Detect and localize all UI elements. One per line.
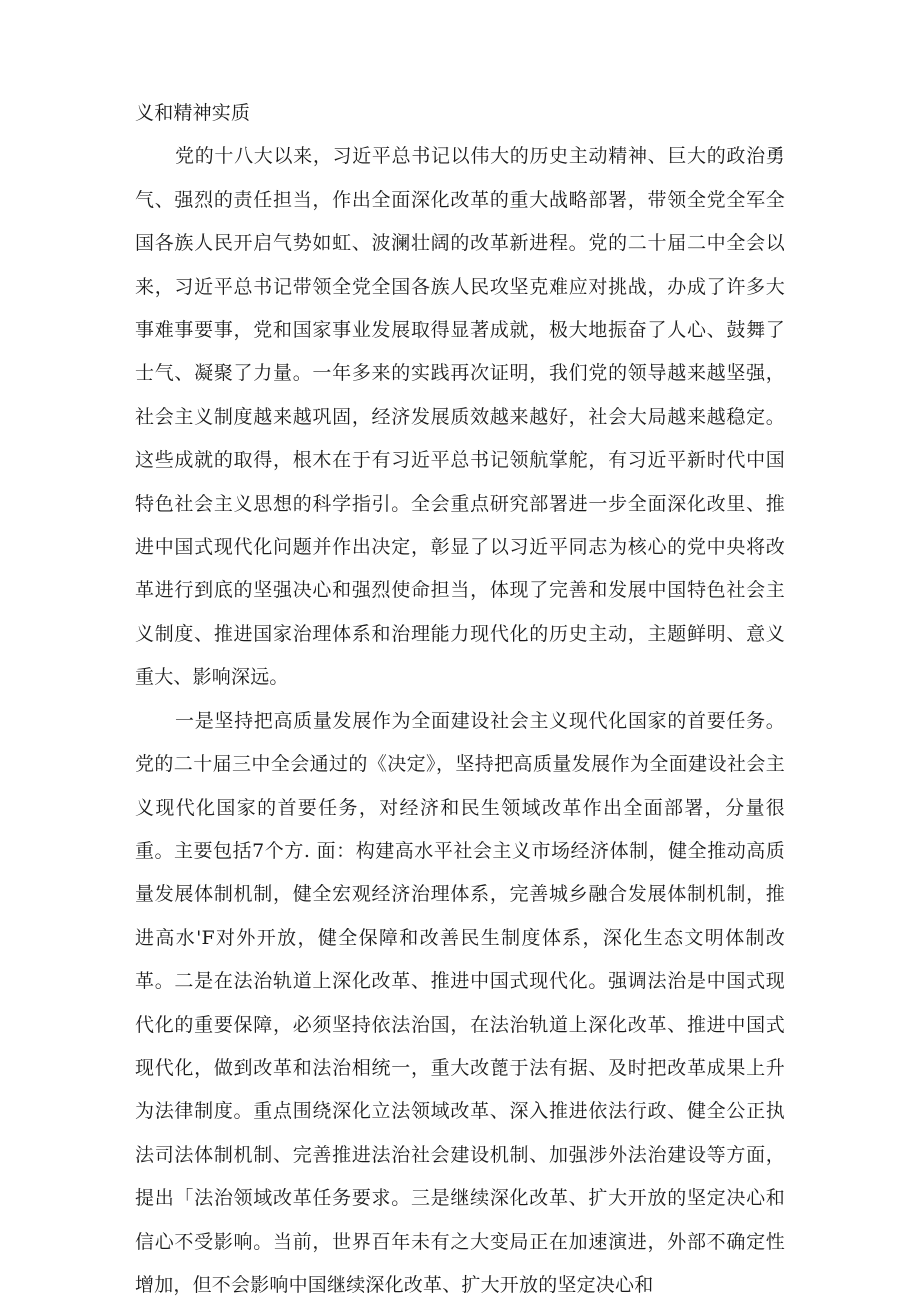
paragraph-continuation: 义和精神实质 bbox=[135, 102, 251, 124]
document-body bbox=[135, 92, 785, 1307]
paragraph: 一是坚持把高质量发展作为全面建设社会主义现代化国家的首要任务。党的二十届三中全会通过的《决定》，坚持把高质量发展作为全面建设社会主义现代化国家的首要任务，对经济和民生领域改革作出全面部署，分量很重。主要包括7个方. 面：构建高水平社会主义市场经济体制，健全推动高质量发展体制机制，健全宏观经济治理体系，完善城乡融合发展体制机制，推进高水'F对外开放，健全保障和改善民生制度体系，深化生态文明体制改革。二是在法治轨道上深化改革、推进中国式现代化。强调法治是中国式现代化的重要保障，必须坚持依法治国，在法治轨道上深化改革、推进中国式现代化，做到改革和法治相统一，重大改蓖于法有据、及时把改革成果上升为法律制度。重点围绕深化立法领域改革、深入推进依法行政、健全公正执法司法体制机制、完善推进法治社会建设机制、加强涉外法治建设等方面，提出「法治领域改革任务要求。三是继续深化改革、扩大开放的坚定决心和信心不受影响。当前，世界百年未有之大变局正在加速演进，外部不确定性增加，但不会影响中国继续深化改革、扩大开放的坚定决心和 bbox=[135, 709, 785, 1296]
paragraph: 党的十八大以来，习近平总书记以伟大的历史主动精神、巨大的政治勇气、强烈的责任担当，作出全面深化改革的重大战略部署，带领全党全军全国各族人民开启气势如虹、波澜壮阔的改革新进程。党的二十届二中全会以来，习近平总书记带领全党全国各族人民攻坚克难应对挑战，办成了许多大事难事要事，党和国家事业发展取得显著成就，极大地振奋了人心、鼓舞了士气、凝聚了力量。一年多来的实践再次证明，我们党的领导越来越坚强，社会主义制度越来越巩固，经济发展质效越来越好，社会大局越来越稳定。这些成就的取得，根木在于有习近平总书记领航掌舵，有习近平新时代中国特色社会主义思想的科学指引。全会重点研究部署进一步全面深化改里、推进中国式现代化问题并作出决定，彰显了以习近平同志为核心的党中央将改革进行到底的坚强决心和强烈使命担当，体现了完善和发展中国特色社会主义制度、推进国家治理体系和治理能力现代化的历史主动，主题鲜明、意义重大、影响深远。 bbox=[135, 145, 785, 689]
